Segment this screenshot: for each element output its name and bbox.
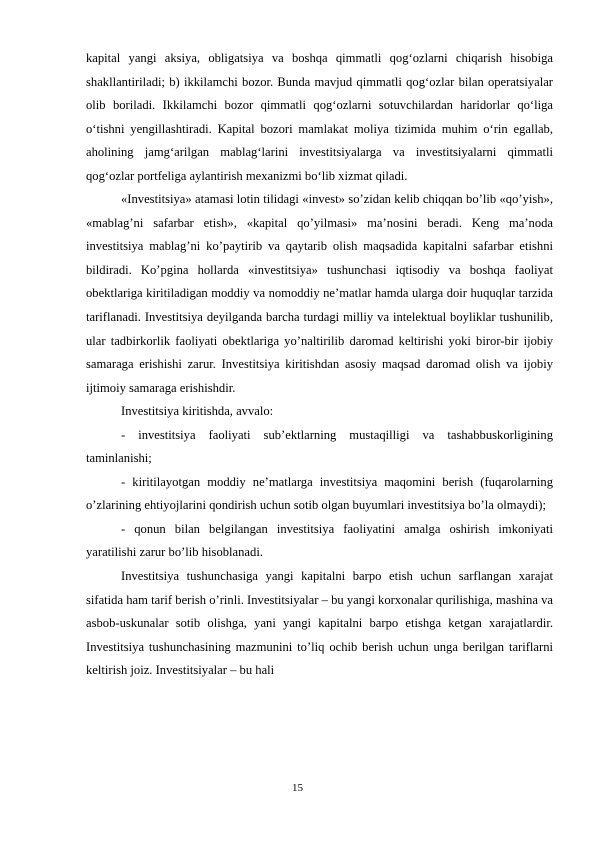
paragraph-capital-market: kapital yangi aksiya, obligatsiya va boshqa qimmatli qog‘ozlarni chiqarish hisobiga shakllantiriladi; b) ikkilamchi bozor. Bunda mavjud qimmatli qog‘ozlar bilan operatsiyalar olib boriladi. Ikkilamchi bozor qimmatli qog‘ozlarni sotuvchilardan haridorlar qo‘liga o‘tishni yengillashtiradi. Kapital bozori mamlakat moliya tizimida muhim o‘rin egallab, aholining jamg‘arilgan mablag‘larini investitsiyalarga va investitsiyalarni qimmatli qog‘ozlar portfeliga aylantirish mexanizmi bo‘lib xizmat qiladi.	[86, 51, 553, 183]
document-body	[86, 47, 553, 683]
list-item-legal-opportunity: - qonun bilan belgilangan investitsiya faoliyatini amalga oshirish imkoniyati yaratilishi zarur bo’lib hisoblanadi.	[86, 521, 553, 560]
list-item-investment-status: - kiritilayotgan moddiy ne’matlarga investitsiya maqomini berish (fuqarolarning o’zlarining ehtiyojlarini qondirish uchun sotib olgan buyumlari investitsiya bo’la olmaydi);	[86, 474, 553, 513]
list-item-subject-independence: - investitsiya faoliyati sub’ektlarning mustaqilligi va tashabbuskorligining taminlanishi;	[86, 427, 553, 466]
paragraph-investment-expenditure: Investitsiya tushunchasiga yangi kapitalni barpo etish uchun sarflangan xarajat sifatida ham tarif berish o’rinli. Investitsiyalar – bu yangi korxonalar qurilishiga, mashina va asbob-uskunalar sotib olishga, yani yangi kapitalni barpo etishga ketgan xarajatlardir. Investitsiya tushunchasining mazmunini to’liq ochib berish uchun unga berilgan tariflarni keltirish joiz. Investitsiyalar – bu hali	[86, 569, 553, 678]
page-number: 15	[292, 782, 303, 794]
paragraph-investment-definition: «Investitsiya» atamasi lotin tilidagi «invest» so’zidan kelib chiqqan bo’lib «qo’yish», «mablag’ni safarbar etish», «kapital qo’yilmasi» ma’nosini beradi. Keng ma’noda investitsiya mablag’ni ko’paytirib va qaytarib olish maqsadida kapitalni safarbar etishni bildiradi. Ko’pgina hollarda «investitsiya» tushunchasi iqtisodiy va boshqa faoliyat obektlariga kiritiladigan moddiy va nomoddiy ne’matlar hamda ularga doir huquqlar tarzida tariflanadi. Investitsiya deyilganda barcha turdagi milliy va intelektual boyliklar tushunilib, ular tadbirkorlik faoliyati obektlariga yo’naltirilib daromad keltirishi yoki biror-bir ijobiy samaraga erishishi zarur. Investitsiya kiritishdan asosiy maqsad daromad olish va ijobiy ijtimoiy samaraga erishishdir.	[86, 192, 553, 395]
paragraph-investment-requirements-intro: Investitsiya kiritishda, avvalo:	[121, 404, 274, 419]
